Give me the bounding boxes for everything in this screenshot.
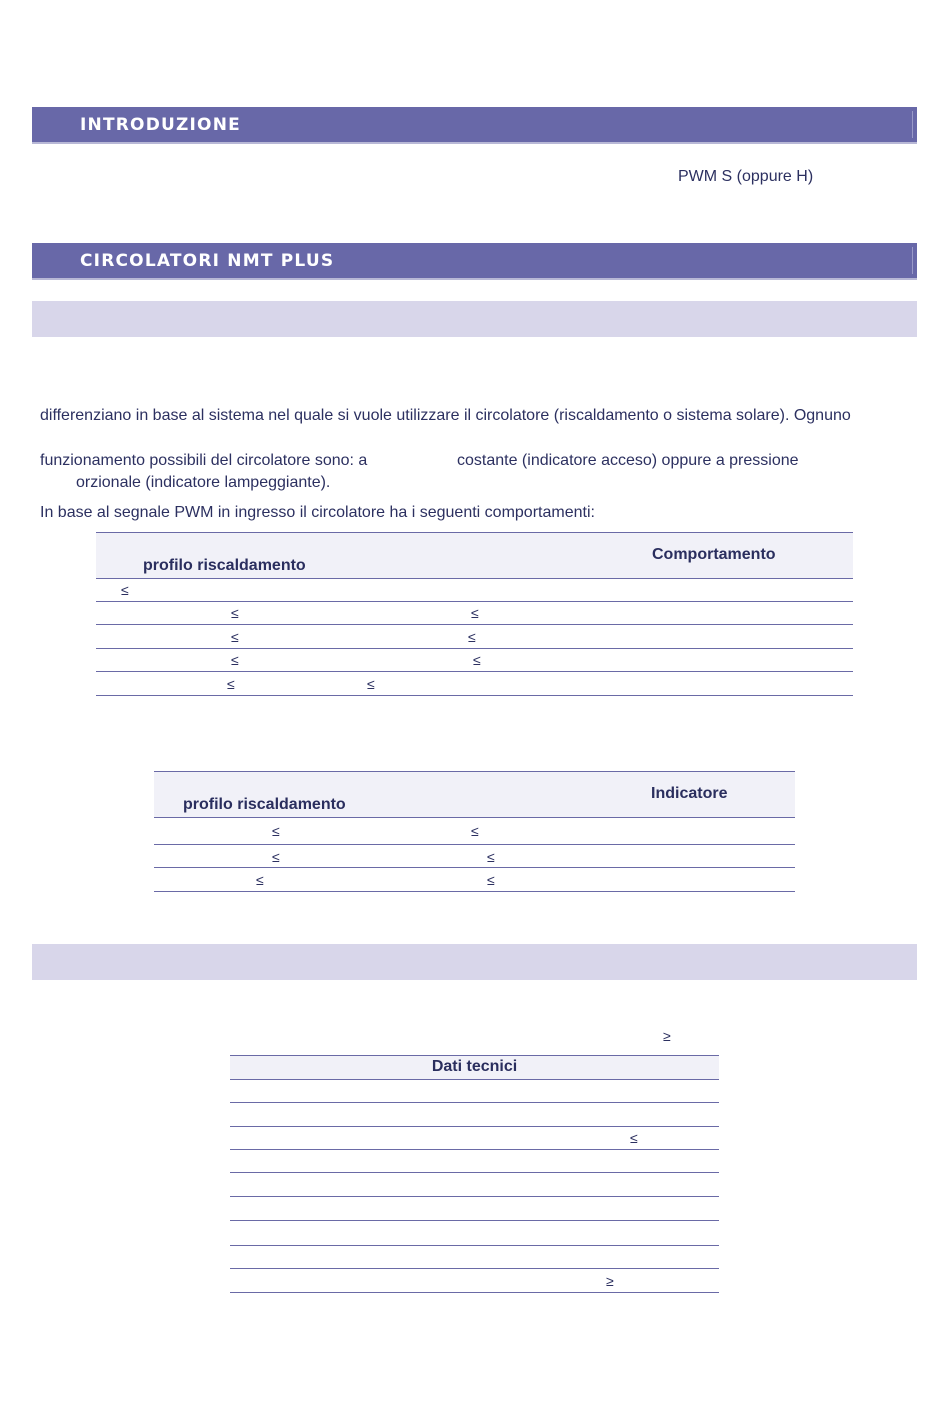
table-rule <box>154 891 795 892</box>
le-symbol: ≤ <box>231 629 239 645</box>
table-rule <box>230 1149 719 1150</box>
table-rule <box>96 624 853 625</box>
table-rule <box>230 1172 719 1173</box>
body-line-2b: costante (indicatore acceso) oppure a pressione <box>457 452 799 469</box>
table-rule <box>96 671 853 672</box>
ge-symbol: ≥ <box>606 1273 614 1289</box>
le-symbol: ≤ <box>487 849 495 865</box>
table-rule <box>154 771 795 772</box>
le-symbol: ≤ <box>473 652 481 668</box>
table-rule <box>230 1245 719 1246</box>
band-underline <box>32 142 917 144</box>
le-symbol: ≤ <box>630 1130 638 1146</box>
ge-symbol: ≥ <box>663 1028 671 1044</box>
le-symbol: ≤ <box>227 676 235 692</box>
band-edge <box>912 247 913 274</box>
table-rule <box>230 1220 719 1221</box>
le-symbol: ≤ <box>468 629 476 645</box>
column-header-behavior: Comportamento <box>652 546 776 563</box>
intro-note: PWM S (oppure H) <box>678 168 814 185</box>
column-header-profile: profilo riscaldamento <box>183 796 346 813</box>
section-title: CIRCOLATORI NMT PLUS <box>80 251 335 271</box>
section-header-introduzione <box>32 107 917 142</box>
section-header-circolatori <box>32 243 917 278</box>
band-underline <box>32 278 917 280</box>
table-rule <box>230 1196 719 1197</box>
table-rule <box>230 1079 719 1080</box>
table-rule <box>154 817 795 818</box>
body-line-2a: funzionamento possibili del circolatore sono: a <box>40 452 368 469</box>
table-header-title: Dati tecnici <box>431 1058 518 1075</box>
body-line-3: orzionale (indicatore lampeggiante). <box>76 474 331 491</box>
table-rule <box>154 844 795 845</box>
le-symbol: ≤ <box>231 605 239 621</box>
subsection-band <box>32 944 917 980</box>
section-title: INTRODUZIONE <box>80 115 241 135</box>
table-rule <box>96 695 853 696</box>
table-rule <box>96 601 853 602</box>
table-rule <box>96 578 853 579</box>
le-symbol: ≤ <box>272 823 280 839</box>
le-symbol: ≤ <box>121 582 129 598</box>
band-edge <box>912 111 913 138</box>
le-symbol: ≤ <box>272 849 280 865</box>
le-symbol: ≤ <box>367 676 375 692</box>
subsection-band <box>32 301 917 337</box>
table-rule <box>230 1055 719 1056</box>
body-line-4: In base al segnale PWM in ingresso il circolatore ha i seguenti comportamenti: <box>40 504 595 521</box>
le-symbol: ≤ <box>471 823 479 839</box>
table-rule <box>96 532 853 533</box>
le-symbol: ≤ <box>471 605 479 621</box>
table-rule <box>154 867 795 868</box>
table-rule <box>96 648 853 649</box>
table-rule <box>230 1102 719 1103</box>
table-rule <box>230 1292 719 1293</box>
le-symbol: ≤ <box>256 872 264 888</box>
table-rule <box>230 1268 719 1269</box>
le-symbol: ≤ <box>487 872 495 888</box>
column-header-profile: profilo riscaldamento <box>143 557 306 574</box>
le-symbol: ≤ <box>231 652 239 668</box>
column-header-indicator: Indicatore <box>651 785 728 802</box>
body-line-1: differenziano in base al sistema nel quale si vuole utilizzare il circolatore (riscaldamento o sistema solare). Ognuno <box>40 407 851 424</box>
table-rule <box>230 1126 719 1127</box>
